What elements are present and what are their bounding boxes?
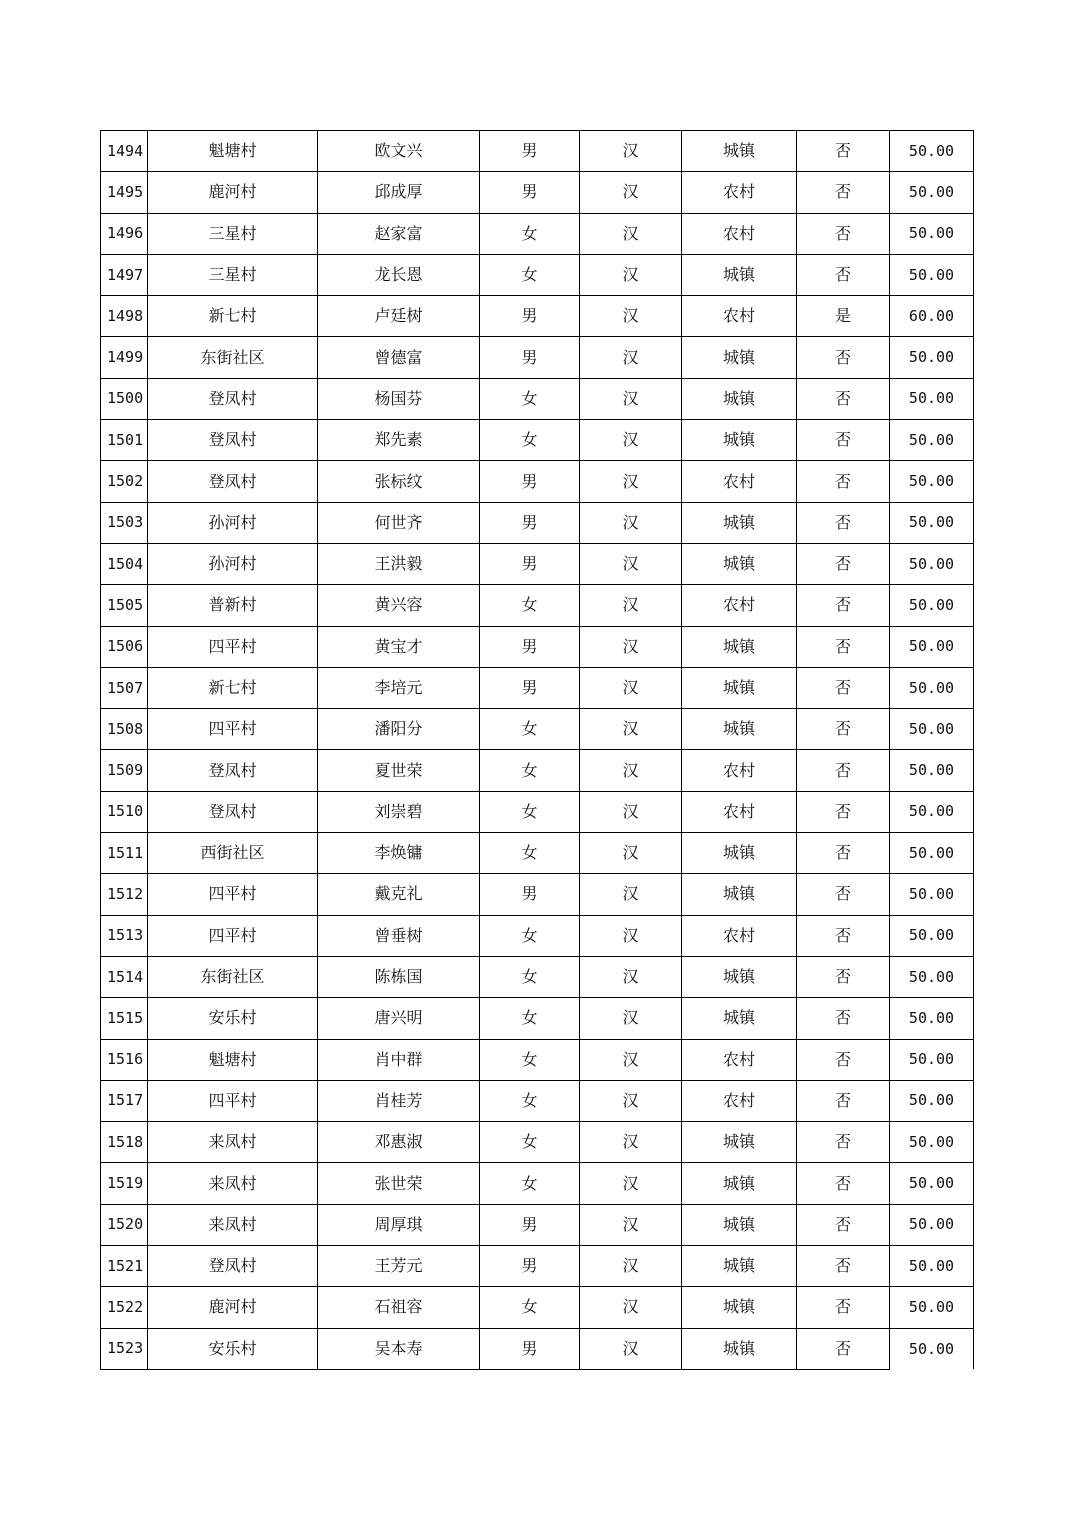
data-table [100, 130, 974, 1370]
ethnicity-cell: 汉 [580, 296, 682, 337]
ethnicity-cell: 汉 [580, 1287, 682, 1328]
row-number-cell: 1507 [101, 667, 148, 708]
name-cell: 吴本寿 [318, 1328, 480, 1369]
residence-type-cell: 城镇 [682, 337, 797, 378]
amount-cell: 50.00 [890, 750, 974, 791]
name-cell: 王芳元 [318, 1246, 480, 1287]
ethnicity-cell: 汉 [580, 1246, 682, 1287]
name-cell: 卢廷树 [318, 296, 480, 337]
flag-cell: 否 [797, 502, 890, 543]
flag-cell: 否 [797, 337, 890, 378]
residence-type-cell: 城镇 [682, 378, 797, 419]
village-cell: 四平村 [148, 709, 318, 750]
gender-cell: 男 [480, 667, 580, 708]
table-row [101, 1122, 974, 1163]
residence-type-cell: 城镇 [682, 543, 797, 584]
row-number-cell: 1496 [101, 213, 148, 254]
flag-cell: 否 [797, 709, 890, 750]
row-number-cell: 1520 [101, 1204, 148, 1245]
table-row [101, 1080, 974, 1121]
gender-cell: 男 [480, 1328, 580, 1369]
amount-cell: 50.00 [890, 1287, 974, 1328]
table-row [101, 626, 974, 667]
row-number-cell: 1511 [101, 833, 148, 874]
name-cell: 李培元 [318, 667, 480, 708]
table-row [101, 543, 974, 584]
ethnicity-cell: 汉 [580, 378, 682, 419]
row-number-cell: 1505 [101, 585, 148, 626]
row-number-cell: 1508 [101, 709, 148, 750]
row-number-cell: 1522 [101, 1287, 148, 1328]
row-number-cell: 1501 [101, 420, 148, 461]
ethnicity-cell: 汉 [580, 791, 682, 832]
ethnicity-cell: 汉 [580, 998, 682, 1039]
table-row [101, 1039, 974, 1080]
name-cell: 黄宝才 [318, 626, 480, 667]
name-cell: 邱成厚 [318, 172, 480, 213]
amount-cell: 50.00 [890, 172, 974, 213]
ethnicity-cell: 汉 [580, 420, 682, 461]
village-cell: 三星村 [148, 213, 318, 254]
village-cell: 四平村 [148, 915, 318, 956]
gender-cell: 男 [480, 626, 580, 667]
ethnicity-cell: 汉 [580, 585, 682, 626]
row-number-cell: 1504 [101, 543, 148, 584]
row-number-cell: 1495 [101, 172, 148, 213]
row-number-cell: 1498 [101, 296, 148, 337]
gender-cell: 女 [480, 709, 580, 750]
name-cell: 张标纹 [318, 461, 480, 502]
flag-cell: 否 [797, 420, 890, 461]
table-row [101, 1204, 974, 1245]
village-cell: 四平村 [148, 874, 318, 915]
table-body [101, 131, 974, 1370]
flag-cell: 否 [797, 1039, 890, 1080]
village-cell: 登凤村 [148, 791, 318, 832]
name-cell: 欧文兴 [318, 131, 480, 172]
village-cell: 来凤村 [148, 1122, 318, 1163]
amount-cell: 50.00 [890, 543, 974, 584]
ethnicity-cell: 汉 [580, 131, 682, 172]
flag-cell: 否 [797, 874, 890, 915]
gender-cell: 男 [480, 461, 580, 502]
table-row [101, 378, 974, 419]
ethnicity-cell: 汉 [580, 833, 682, 874]
village-cell: 鹿河村 [148, 1287, 318, 1328]
amount-cell: 50.00 [890, 1204, 974, 1245]
amount-cell: 50.00 [890, 874, 974, 915]
gender-cell: 女 [480, 1163, 580, 1204]
residence-type-cell: 城镇 [682, 998, 797, 1039]
ethnicity-cell: 汉 [580, 874, 682, 915]
row-number-cell: 1510 [101, 791, 148, 832]
name-cell: 何世齐 [318, 502, 480, 543]
amount-cell: 50.00 [890, 833, 974, 874]
residence-type-cell: 城镇 [682, 667, 797, 708]
amount-cell: 50.00 [890, 791, 974, 832]
flag-cell: 否 [797, 915, 890, 956]
amount-cell: 50.00 [890, 461, 974, 502]
residence-type-cell: 城镇 [682, 1122, 797, 1163]
table-row [101, 131, 974, 172]
gender-cell: 男 [480, 337, 580, 378]
ethnicity-cell: 汉 [580, 1328, 682, 1369]
row-number-cell: 1516 [101, 1039, 148, 1080]
row-number-cell: 1518 [101, 1122, 148, 1163]
ethnicity-cell: 汉 [580, 337, 682, 378]
gender-cell: 女 [480, 254, 580, 295]
name-cell: 赵家富 [318, 213, 480, 254]
gender-cell: 男 [480, 296, 580, 337]
village-cell: 孙河村 [148, 543, 318, 584]
flag-cell: 否 [797, 1080, 890, 1121]
flag-cell: 否 [797, 585, 890, 626]
residence-type-cell: 农村 [682, 750, 797, 791]
row-number-cell: 1503 [101, 502, 148, 543]
village-cell: 新七村 [148, 667, 318, 708]
name-cell: 肖桂芳 [318, 1080, 480, 1121]
village-cell: 四平村 [148, 626, 318, 667]
table-row [101, 915, 974, 956]
village-cell: 孙河村 [148, 502, 318, 543]
row-number-cell: 1509 [101, 750, 148, 791]
gender-cell: 女 [480, 998, 580, 1039]
residence-type-cell: 农村 [682, 1080, 797, 1121]
name-cell: 邓惠淑 [318, 1122, 480, 1163]
gender-cell: 男 [480, 172, 580, 213]
amount-cell: 50.00 [890, 378, 974, 419]
village-cell: 四平村 [148, 1080, 318, 1121]
gender-cell: 女 [480, 585, 580, 626]
amount-cell: 50.00 [890, 998, 974, 1039]
residence-type-cell: 城镇 [682, 1328, 797, 1369]
residence-type-cell: 城镇 [682, 131, 797, 172]
table-row [101, 585, 974, 626]
residence-type-cell: 城镇 [682, 254, 797, 295]
residence-type-cell: 农村 [682, 172, 797, 213]
ethnicity-cell: 汉 [580, 750, 682, 791]
name-cell: 戴克礼 [318, 874, 480, 915]
ethnicity-cell: 汉 [580, 709, 682, 750]
village-cell: 来凤村 [148, 1204, 318, 1245]
flag-cell: 否 [797, 254, 890, 295]
village-cell: 普新村 [148, 585, 318, 626]
name-cell: 龙长恩 [318, 254, 480, 295]
row-number-cell: 1519 [101, 1163, 148, 1204]
gender-cell: 男 [480, 543, 580, 584]
ethnicity-cell: 汉 [580, 667, 682, 708]
residence-type-cell: 城镇 [682, 1287, 797, 1328]
table-row [101, 750, 974, 791]
amount-cell: 50.00 [890, 956, 974, 997]
ethnicity-cell: 汉 [580, 1080, 682, 1121]
residence-type-cell: 城镇 [682, 420, 797, 461]
village-cell: 魁塘村 [148, 1039, 318, 1080]
flag-cell: 否 [797, 131, 890, 172]
table-row [101, 791, 974, 832]
residence-type-cell: 城镇 [682, 709, 797, 750]
flag-cell: 否 [797, 1204, 890, 1245]
ethnicity-cell: 汉 [580, 915, 682, 956]
table-row [101, 998, 974, 1039]
flag-cell: 否 [797, 626, 890, 667]
flag-cell: 否 [797, 172, 890, 213]
residence-type-cell: 城镇 [682, 502, 797, 543]
name-cell: 黄兴容 [318, 585, 480, 626]
amount-cell: 50.00 [890, 1328, 974, 1369]
residence-type-cell: 农村 [682, 915, 797, 956]
ethnicity-cell: 汉 [580, 626, 682, 667]
name-cell: 曾德富 [318, 337, 480, 378]
name-cell: 王洪毅 [318, 543, 480, 584]
table-row [101, 956, 974, 997]
row-number-cell: 1521 [101, 1246, 148, 1287]
name-cell: 肖中群 [318, 1039, 480, 1080]
row-number-cell: 1514 [101, 956, 148, 997]
residence-type-cell: 城镇 [682, 626, 797, 667]
flag-cell: 否 [797, 750, 890, 791]
row-number-cell: 1497 [101, 254, 148, 295]
flag-cell: 否 [797, 956, 890, 997]
ethnicity-cell: 汉 [580, 1122, 682, 1163]
amount-cell: 50.00 [890, 915, 974, 956]
row-number-cell: 1512 [101, 874, 148, 915]
flag-cell: 否 [797, 998, 890, 1039]
name-cell: 郑先素 [318, 420, 480, 461]
ethnicity-cell: 汉 [580, 1204, 682, 1245]
amount-cell: 50.00 [890, 1122, 974, 1163]
amount-cell: 50.00 [890, 626, 974, 667]
ethnicity-cell: 汉 [580, 956, 682, 997]
amount-cell: 50.00 [890, 337, 974, 378]
flag-cell: 否 [797, 213, 890, 254]
ethnicity-cell: 汉 [580, 213, 682, 254]
flag-cell: 否 [797, 667, 890, 708]
amount-cell: 50.00 [890, 667, 974, 708]
gender-cell: 男 [480, 874, 580, 915]
gender-cell: 男 [480, 131, 580, 172]
gender-cell: 女 [480, 750, 580, 791]
gender-cell: 女 [480, 833, 580, 874]
residence-type-cell: 农村 [682, 791, 797, 832]
residence-type-cell: 城镇 [682, 956, 797, 997]
gender-cell: 女 [480, 1122, 580, 1163]
village-cell: 魁塘村 [148, 131, 318, 172]
gender-cell: 女 [480, 1080, 580, 1121]
name-cell: 唐兴明 [318, 998, 480, 1039]
table-row [101, 337, 974, 378]
residence-type-cell: 城镇 [682, 1204, 797, 1245]
residence-type-cell: 农村 [682, 296, 797, 337]
flag-cell: 否 [797, 1246, 890, 1287]
row-number-cell: 1494 [101, 131, 148, 172]
gender-cell: 女 [480, 213, 580, 254]
residence-type-cell: 农村 [682, 1039, 797, 1080]
name-cell: 陈栋国 [318, 956, 480, 997]
village-cell: 安乐村 [148, 998, 318, 1039]
gender-cell: 男 [480, 1204, 580, 1245]
row-number-cell: 1499 [101, 337, 148, 378]
table-row [101, 1163, 974, 1204]
row-number-cell: 1515 [101, 998, 148, 1039]
village-cell: 三星村 [148, 254, 318, 295]
village-cell: 安乐村 [148, 1328, 318, 1369]
flag-cell: 否 [797, 833, 890, 874]
name-cell: 潘阳分 [318, 709, 480, 750]
village-cell: 西街社区 [148, 833, 318, 874]
table-row [101, 1246, 974, 1287]
flag-cell: 否 [797, 1122, 890, 1163]
ethnicity-cell: 汉 [580, 254, 682, 295]
village-cell: 东街社区 [148, 956, 318, 997]
amount-cell: 50.00 [890, 1163, 974, 1204]
amount-cell: 50.00 [890, 254, 974, 295]
table-row [101, 461, 974, 502]
amount-cell: 50.00 [890, 213, 974, 254]
table-row [101, 833, 974, 874]
table-row [101, 420, 974, 461]
village-cell: 新七村 [148, 296, 318, 337]
amount-cell: 50.00 [890, 1080, 974, 1121]
residence-type-cell: 城镇 [682, 833, 797, 874]
name-cell: 石祖容 [318, 1287, 480, 1328]
ethnicity-cell: 汉 [580, 1163, 682, 1204]
flag-cell: 否 [797, 461, 890, 502]
residence-type-cell: 城镇 [682, 874, 797, 915]
row-number-cell: 1506 [101, 626, 148, 667]
ethnicity-cell: 汉 [580, 461, 682, 502]
table-row [101, 502, 974, 543]
flag-cell: 否 [797, 378, 890, 419]
residence-type-cell: 农村 [682, 585, 797, 626]
gender-cell: 女 [480, 420, 580, 461]
table-row [101, 1328, 974, 1369]
village-cell: 登凤村 [148, 461, 318, 502]
row-number-cell: 1517 [101, 1080, 148, 1121]
village-cell: 登凤村 [148, 378, 318, 419]
amount-cell: 50.00 [890, 420, 974, 461]
gender-cell: 女 [480, 378, 580, 419]
table-row [101, 874, 974, 915]
flag-cell: 否 [797, 1328, 890, 1369]
village-cell: 登凤村 [148, 750, 318, 791]
table-row [101, 1287, 974, 1328]
gender-cell: 女 [480, 1039, 580, 1080]
name-cell: 刘崇碧 [318, 791, 480, 832]
amount-cell: 50.00 [890, 502, 974, 543]
ethnicity-cell: 汉 [580, 172, 682, 213]
amount-cell: 60.00 [890, 296, 974, 337]
table-row [101, 709, 974, 750]
row-number-cell: 1500 [101, 378, 148, 419]
name-cell: 周厚琪 [318, 1204, 480, 1245]
table-row [101, 254, 974, 295]
residence-type-cell: 城镇 [682, 1246, 797, 1287]
table-row [101, 667, 974, 708]
table-row [101, 172, 974, 213]
residence-type-cell: 农村 [682, 213, 797, 254]
gender-cell: 女 [480, 1287, 580, 1328]
amount-cell: 50.00 [890, 709, 974, 750]
amount-cell: 50.00 [890, 131, 974, 172]
gender-cell: 女 [480, 956, 580, 997]
table-row [101, 296, 974, 337]
ethnicity-cell: 汉 [580, 1039, 682, 1080]
row-number-cell: 1513 [101, 915, 148, 956]
row-number-cell: 1502 [101, 461, 148, 502]
gender-cell: 男 [480, 502, 580, 543]
amount-cell: 50.00 [890, 1039, 974, 1080]
name-cell: 张世荣 [318, 1163, 480, 1204]
village-cell: 东街社区 [148, 337, 318, 378]
name-cell: 夏世荣 [318, 750, 480, 791]
row-number-cell: 1523 [101, 1328, 148, 1369]
ethnicity-cell: 汉 [580, 543, 682, 584]
ethnicity-cell: 汉 [580, 502, 682, 543]
flag-cell: 否 [797, 1163, 890, 1204]
name-cell: 李焕镛 [318, 833, 480, 874]
gender-cell: 女 [480, 791, 580, 832]
name-cell: 曾垂树 [318, 915, 480, 956]
residence-type-cell: 农村 [682, 461, 797, 502]
village-cell: 登凤村 [148, 1246, 318, 1287]
flag-cell: 否 [797, 1287, 890, 1328]
gender-cell: 男 [480, 1246, 580, 1287]
village-cell: 来凤村 [148, 1163, 318, 1204]
residence-type-cell: 城镇 [682, 1163, 797, 1204]
village-cell: 鹿河村 [148, 172, 318, 213]
name-cell: 杨国芬 [318, 378, 480, 419]
flag-cell: 是 [797, 296, 890, 337]
table-row [101, 213, 974, 254]
village-cell: 登凤村 [148, 420, 318, 461]
gender-cell: 女 [480, 915, 580, 956]
flag-cell: 否 [797, 791, 890, 832]
amount-cell: 50.00 [890, 1246, 974, 1287]
flag-cell: 否 [797, 543, 890, 584]
amount-cell: 50.00 [890, 585, 974, 626]
